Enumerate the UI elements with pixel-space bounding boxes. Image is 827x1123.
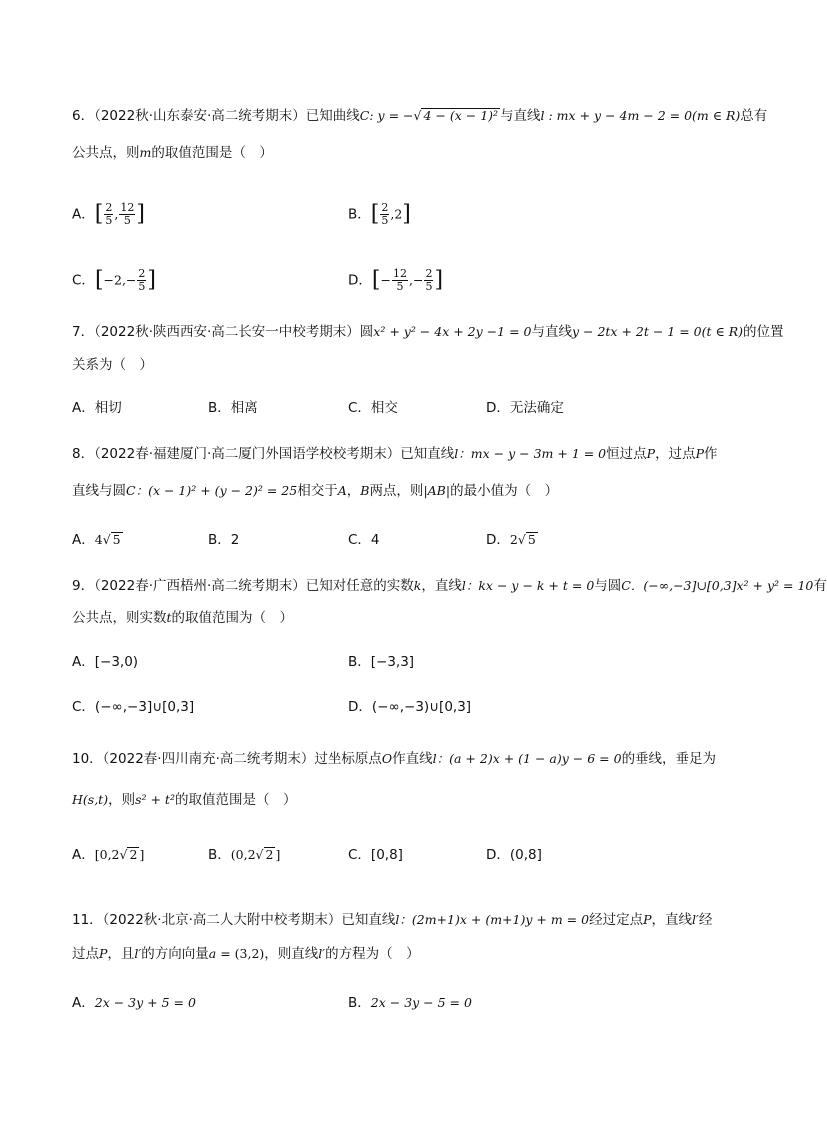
q9-text: 9．（2022春·广西梧州·高二统考期末）已知对任意的实数 bbox=[72, 578, 414, 594]
q7-option-c[interactable] bbox=[348, 398, 398, 418]
option-text: A．相切 bbox=[72, 400, 122, 416]
bracket: ] bbox=[147, 267, 156, 293]
q9-option-c[interactable] bbox=[72, 697, 194, 717]
q11-vector: a bbox=[208, 946, 217, 961]
numerator: 2 bbox=[381, 201, 389, 214]
option-label: A． bbox=[72, 847, 95, 863]
q6-curve-name: C bbox=[359, 108, 370, 123]
q9-circle-eq: x² + y² = 10 bbox=[736, 578, 814, 593]
denominator: 5 bbox=[105, 214, 113, 227]
q11-line-prime: l′ bbox=[692, 912, 699, 927]
q10-line-name: l： bbox=[432, 751, 450, 766]
bracket: ] bbox=[136, 201, 145, 227]
radicand: 2 bbox=[265, 847, 274, 862]
head: − bbox=[380, 272, 391, 288]
q10-text: ，则 bbox=[108, 792, 136, 808]
q6-text: 与直线 bbox=[500, 108, 541, 124]
q8-text: ，过点 bbox=[655, 446, 696, 462]
q6-option-c[interactable] bbox=[72, 268, 156, 293]
option-text: B．2 bbox=[208, 532, 240, 548]
q9-circle-name: C．(−∞,−3]∪[0,3] bbox=[621, 578, 737, 593]
q7-circle-eq: x² + y² − 4x + 2y −1 = 0 bbox=[373, 324, 532, 339]
q8-text: 作 bbox=[703, 446, 718, 462]
mid: ,− bbox=[408, 272, 424, 288]
option-label: A． bbox=[72, 206, 95, 223]
q6-curve-sqrt: 4 − (x − 1)² bbox=[423, 108, 499, 123]
q11-point-p: P bbox=[643, 912, 652, 927]
q8-option-c[interactable] bbox=[348, 530, 380, 550]
q10-stem-line1 bbox=[72, 749, 716, 769]
radical-sign: √ bbox=[517, 532, 526, 547]
q8-text: 恒过点 bbox=[606, 446, 647, 462]
numerator: 2 bbox=[105, 201, 113, 214]
q6-text: 6．（2022秋·山东泰安·高二统考期末）已知曲线 bbox=[72, 108, 360, 124]
q9-option-a[interactable] bbox=[72, 652, 138, 672]
option-text: D．(0,8] bbox=[486, 847, 542, 863]
q8-option-a[interactable] bbox=[72, 530, 123, 550]
option-text: D．无法确定 bbox=[486, 400, 564, 416]
q9-stem-line2 bbox=[72, 608, 293, 628]
option-text: B．相离 bbox=[208, 400, 258, 416]
q8-point-p: P bbox=[695, 446, 704, 461]
bracket: [ bbox=[94, 267, 104, 293]
q6-text: 的取值范围是（ ） bbox=[151, 145, 273, 161]
radical-sign: √ bbox=[102, 532, 111, 547]
radical-sign: √ bbox=[119, 847, 128, 862]
q9-option-d[interactable] bbox=[348, 697, 471, 717]
q9-line-name: l： bbox=[461, 578, 479, 593]
fraction bbox=[137, 268, 146, 293]
numerator: 2 bbox=[425, 267, 433, 280]
bracket: [ bbox=[94, 201, 104, 227]
fraction bbox=[119, 202, 135, 227]
q9-var-k: k bbox=[413, 578, 422, 593]
fraction bbox=[380, 202, 389, 227]
interval-left: (0,2 bbox=[230, 847, 256, 862]
q7-text: 关系为（ ） bbox=[72, 357, 153, 373]
option-text: C．(−∞,−3]∪[0,3] bbox=[72, 699, 195, 715]
option-label: A． bbox=[72, 532, 95, 548]
separator: , bbox=[114, 206, 119, 222]
q10-text: 的垂线，垂足为 bbox=[621, 751, 717, 767]
q6-line-eq: l : mx + y − 4m − 2 = 0 bbox=[540, 108, 693, 123]
option-label: B． bbox=[348, 995, 371, 1011]
q10-text: 的取值范围是（ ） bbox=[174, 792, 297, 808]
coef: 2 bbox=[509, 532, 518, 547]
q11-line-eq: (2m+1)x + (m+1)y + m = 0 bbox=[411, 912, 590, 927]
q9-line-eq: kx − y − k + t = 0 bbox=[478, 578, 595, 593]
radical-sign: √ bbox=[255, 847, 264, 862]
q10-option-b[interactable] bbox=[208, 845, 280, 865]
denominator: 5 bbox=[381, 214, 389, 227]
q8-circle-eq: (x − 1)² + (y − 2)² = 25 bbox=[148, 483, 298, 498]
option-text: A．[−3,0) bbox=[72, 654, 139, 670]
q11-line-name: l： bbox=[395, 912, 412, 927]
denominator: 5 bbox=[425, 280, 433, 293]
q9-text: 公共点，则实数 bbox=[72, 610, 167, 626]
q11-option-b[interactable] bbox=[348, 993, 472, 1013]
q8-text: 相交于 bbox=[297, 483, 338, 499]
q10-text: 作直线 bbox=[392, 751, 433, 767]
option-label: A． bbox=[72, 995, 95, 1011]
q11-line-prime: l′ bbox=[134, 946, 142, 961]
interval-right: ] bbox=[139, 847, 145, 862]
q11-stem-line1 bbox=[72, 910, 712, 930]
q11-text: 的方程为（ ） bbox=[325, 946, 420, 962]
denominator: 5 bbox=[123, 214, 131, 227]
bracket: [ bbox=[371, 267, 381, 293]
option-eq: 2x − 3y − 5 = 0 bbox=[370, 995, 472, 1010]
fraction bbox=[392, 268, 408, 293]
q6-stem-line2 bbox=[72, 143, 273, 163]
q8-point-a: A bbox=[337, 483, 347, 498]
q6-condition: (m ∈ R) bbox=[692, 108, 741, 123]
q11-point-p: P bbox=[99, 946, 108, 961]
q10-foot-h: H(s,t) bbox=[72, 792, 109, 807]
q10-option-d[interactable] bbox=[486, 845, 542, 865]
q10-option-c[interactable] bbox=[348, 845, 403, 865]
q8-text: 8．（2022春·福建厦门·高二厦门外国语学校校考期末）已知直线 bbox=[72, 446, 455, 462]
fraction bbox=[104, 202, 113, 227]
option-label: B． bbox=[208, 847, 231, 863]
q11-option-a[interactable] bbox=[72, 993, 196, 1013]
q9-text: 的取值范围为（ ） bbox=[171, 610, 294, 626]
q6-text: 公共点，则 bbox=[72, 145, 140, 161]
fraction bbox=[424, 268, 433, 293]
denominator: 5 bbox=[396, 280, 404, 293]
option-label: C． bbox=[72, 272, 95, 289]
q6-var-m: m bbox=[139, 145, 152, 160]
q8-segment-ab: |AB| bbox=[423, 483, 451, 498]
q10-option-a[interactable] bbox=[72, 845, 144, 865]
option-text: B．[−3,3] bbox=[348, 654, 415, 670]
q8-stem-line1 bbox=[72, 444, 717, 464]
radical-sign: √ bbox=[413, 108, 422, 123]
option-text: C．相交 bbox=[348, 400, 398, 416]
q8-text: 两点，则 bbox=[369, 483, 424, 499]
radicand: 5 bbox=[112, 532, 121, 547]
q8-circle-name: C： bbox=[126, 483, 149, 498]
q8-line-name: l： bbox=[454, 446, 471, 461]
q9-text: 与圆 bbox=[594, 578, 622, 594]
numerator: 2 bbox=[138, 267, 146, 280]
q11-text: ，且 bbox=[107, 946, 135, 962]
option-eq: 2x − 3y + 5 = 0 bbox=[94, 995, 196, 1010]
option-text: C．[0,8] bbox=[348, 847, 403, 863]
q7-option-a[interactable] bbox=[72, 398, 122, 418]
q7-stem-line2 bbox=[72, 355, 153, 375]
q11-text: ，直线 bbox=[651, 912, 692, 928]
q11-text: 经过定点 bbox=[589, 912, 644, 928]
q8-text: ， bbox=[346, 483, 361, 499]
q10-expr: s² + t² bbox=[135, 792, 175, 807]
q6-stem-line1 bbox=[72, 106, 767, 126]
q9-text: ，直线 bbox=[421, 578, 462, 594]
q10-stem-line2 bbox=[72, 790, 296, 810]
q11-text: 的方向向量 bbox=[141, 946, 209, 962]
q6-option-d[interactable] bbox=[348, 268, 443, 293]
q7-option-d[interactable] bbox=[486, 398, 564, 418]
bracket: ] bbox=[434, 267, 444, 293]
q8-line-eq: mx − y − 3m + 1 = 0 bbox=[470, 446, 607, 461]
q9-var-t: t bbox=[166, 610, 172, 625]
tail: ,2 bbox=[390, 206, 403, 222]
head: −2,− bbox=[103, 272, 137, 288]
numerator: 12 bbox=[120, 201, 135, 214]
q11-text: ，则直线 bbox=[264, 946, 319, 962]
bracket: [ bbox=[370, 201, 380, 227]
q7-text: 的位置 bbox=[743, 324, 784, 340]
q11-text: 11．（2022秋·北京·高二人大附中校考期末）已知直线 bbox=[72, 912, 396, 928]
q8-option-b[interactable] bbox=[208, 530, 239, 550]
q10-line-eq: (a + 2)x + (1 − a)y − 6 = 0 bbox=[449, 751, 622, 766]
option-label: B． bbox=[348, 206, 371, 223]
q6-option-a[interactable] bbox=[72, 202, 145, 227]
q8-text: 的最小值为（ ） bbox=[450, 483, 559, 499]
interval-right: ] bbox=[275, 847, 281, 862]
q7-line-eq: y − 2tx + 2t − 1 = 0(t ∈ R) bbox=[571, 324, 744, 339]
q9-stem-line1 bbox=[72, 576, 827, 596]
q7-stem-line1 bbox=[72, 322, 784, 342]
option-text: C．4 bbox=[348, 532, 380, 548]
q11-text: 过点 bbox=[72, 946, 99, 962]
q9-text: 有 bbox=[813, 578, 827, 594]
q6-curve-eq: : y = − bbox=[369, 108, 414, 123]
q7-option-b[interactable] bbox=[208, 398, 258, 418]
q8-text: 直线与圆 bbox=[72, 483, 126, 499]
option-label: D． bbox=[486, 532, 510, 548]
option-label: D． bbox=[348, 272, 372, 289]
q6-option-b[interactable] bbox=[348, 202, 411, 227]
q6-text: 总有 bbox=[740, 108, 768, 124]
coef: 4 bbox=[94, 532, 103, 547]
q11-vector-value: = (3,2) bbox=[216, 946, 265, 961]
numerator: 12 bbox=[392, 267, 407, 280]
q10-text: 10．（2022春·四川南充·高二统考期末）过坐标原点 bbox=[72, 751, 382, 767]
bracket: ] bbox=[402, 201, 411, 227]
q11-text: 经 bbox=[698, 912, 713, 928]
radicand: 5 bbox=[527, 532, 536, 547]
q10-origin: O bbox=[381, 751, 393, 766]
q8-point-b: B bbox=[360, 483, 370, 498]
q11-stem-line2 bbox=[72, 944, 420, 964]
interval-left: [0,2 bbox=[94, 847, 120, 862]
q7-text: 与直线 bbox=[531, 324, 572, 340]
denominator: 5 bbox=[138, 280, 146, 293]
q8-stem-line2 bbox=[72, 481, 558, 501]
radicand: 2 bbox=[129, 847, 138, 862]
q7-text: 7．（2022秋·陕西西安·高二长安一中校考期末）圆 bbox=[72, 324, 374, 340]
q11-line-prime: l′ bbox=[318, 946, 326, 961]
q9-option-b[interactable] bbox=[348, 652, 414, 672]
option-text: D．(−∞,−3)∪[0,3] bbox=[348, 699, 472, 715]
q8-point-p: P bbox=[646, 446, 656, 461]
q8-option-d[interactable] bbox=[486, 530, 538, 550]
